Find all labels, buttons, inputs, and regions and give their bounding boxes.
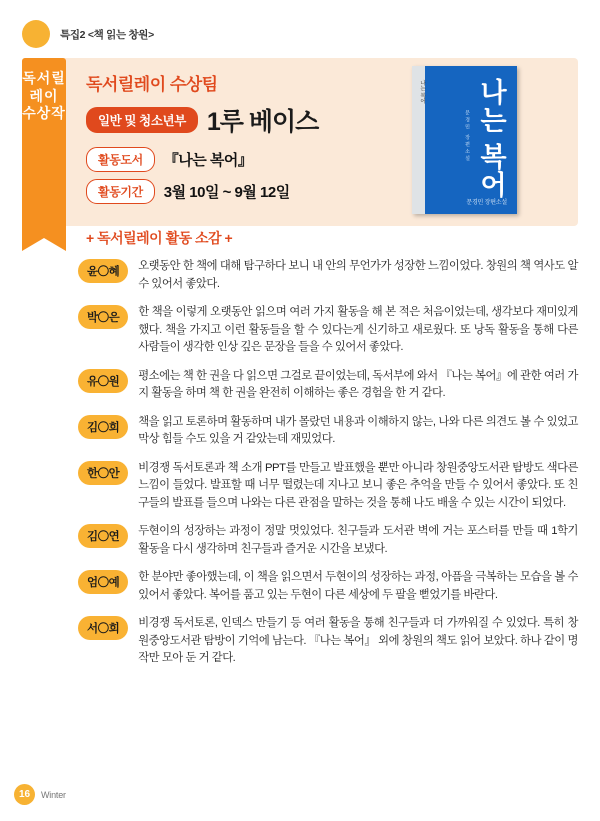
commenter-name: 유〇원 [78,369,128,393]
award-book-row [86,147,406,172]
book-cover-title: 나는 복어 [476,78,506,199]
book-spine [412,66,425,214]
book-title-value: 『나는 복어』 [163,152,253,169]
comment-text: 한 분야만 좋아했는데, 이 책을 읽으면서 두현이의 성장하는 과정, 아픔을 극복하는 모습을 볼 수 있어서 좋았다. 복어를 품고 있는 두현이 다른 세상에 두 팔을 뻗었기를 바란다. [138,571,578,601]
list-item [78,368,578,403]
award-period-row [86,179,406,204]
ribbon-line-2: 레이 [29,87,59,104]
comment-list [78,258,578,679]
book-cover-author: 문경민 장편소설 [466,200,507,206]
ribbon-line-3: 수상작 [22,105,66,121]
commenter-name: 김〇희 [78,415,128,439]
section-heading: + 독서릴레이 활동 소감 + [86,230,233,246]
list-item [78,304,578,357]
list-item [78,615,578,668]
book-spine-text: 나는 복어 [419,80,425,104]
comment-text: 오랫동안 한 책에 대해 탐구하다 보니 내 안의 무언가가 성장한 느낌이었다. 창원의 책 역사도 알 수 있어서 좋았다. [138,260,578,290]
commenter-name: 윤〇혜 [78,259,128,283]
comment-text: 두현이의 성장하는 과정이 정말 멋있었다. 친구들과 도서관 벽에 거는 포스터를 만들 때 1학기 활동을 다시 생각하며 친구들과 즐거운 시간을 보냈다. [138,525,578,555]
list-item [78,460,578,513]
period-label-badge: 활동기간 [86,179,155,204]
commenter-name: 김〇연 [78,524,128,548]
book-cover-subtitle: 문경민 장편소설 [464,110,470,163]
list-item [78,258,578,293]
award-category-row [86,102,406,138]
footer-label: Winter [41,789,66,800]
commenter-name: 엄〇예 [78,570,128,594]
page-header [22,20,154,48]
award-title: 독서릴레이 수상팀 [86,75,218,94]
page-number-badge: 16 [14,784,35,805]
category-badge: 일반 및 청소년부 [86,107,198,133]
commenter-name: 박〇은 [78,305,128,329]
ribbon-line-1: 독서릴 [22,70,66,86]
book-cover-image [412,66,517,214]
commenter-name: 한〇안 [78,461,128,485]
page-footer [14,784,66,805]
list-item [78,414,578,449]
header-title: 특집2 <책 읽는 창원> [60,28,154,41]
commenter-name: 서〇희 [78,616,128,640]
team-name: 1루 베이스 [206,108,319,136]
comment-text: 비경쟁 독서토론, 인덱스 만들기 등 여러 활동을 통해 친구들과 더 가까워질 수 있었다. 특히 창원중앙도서관 탐방이 기억에 남는다. 『나는 복어』 외에 창원의 책도 읽어 보았다. 하나 같이 명작만 모아 둔 거 같다. [138,617,578,664]
header-dot-icon [22,20,50,48]
list-item [78,569,578,604]
comment-text: 비경쟁 독서토론과 책 소개 PPT를 만들고 발표했을 뿐만 아니라 창원중앙도서관 탐방도 색다른 느낌이 들었다. 발표할 때 너무 떨렸는데 지나고 보니 좋은 추억을 만들 수 있어서 좋았다. 또 친구들의 발표를 들으며 나와는 다른 관점을 말하는 것을 통해 나도 배울 수 있는 시간이 되었다. [138,461,578,509]
award-details [86,70,406,211]
section-ribbon [22,58,66,238]
list-item [78,523,578,558]
comment-text: 한 책을 이렇게 오랫동안 읽으며 여러 가지 활동을 해 본 적은 처음이었는데, 생각보다 재미있게 했다. 책을 가지고 이런 활동들을 할 수 있다는게 신기하고 새로웠다. 또 낭독 활동을 통해 다른 사람들이 생각한 인상 깊은 문장을 들을 수 있어서 좋았다. [138,306,578,353]
book-label-badge: 활동도서 [86,147,155,172]
period-value: 3월 10일 ~ 9월 12일 [163,184,290,201]
comment-text: 책을 읽고 토론하며 활동하며 내가 몰랐던 내용과 이해하지 않는, 나와 다른 의견도 볼 수 있었고 막상 힘들 수도 있을 거 같았는데 재밌었다. [138,415,578,445]
comment-text: 평소에는 책 한 권을 다 읽으면 그걸로 끝이었는데, 독서부에 와서 『나는 복어』에 관한 여러 가지 활동을 하며 책 한 권을 완전히 이해하는 좋은 경험을 한 거 같다. [138,369,578,399]
